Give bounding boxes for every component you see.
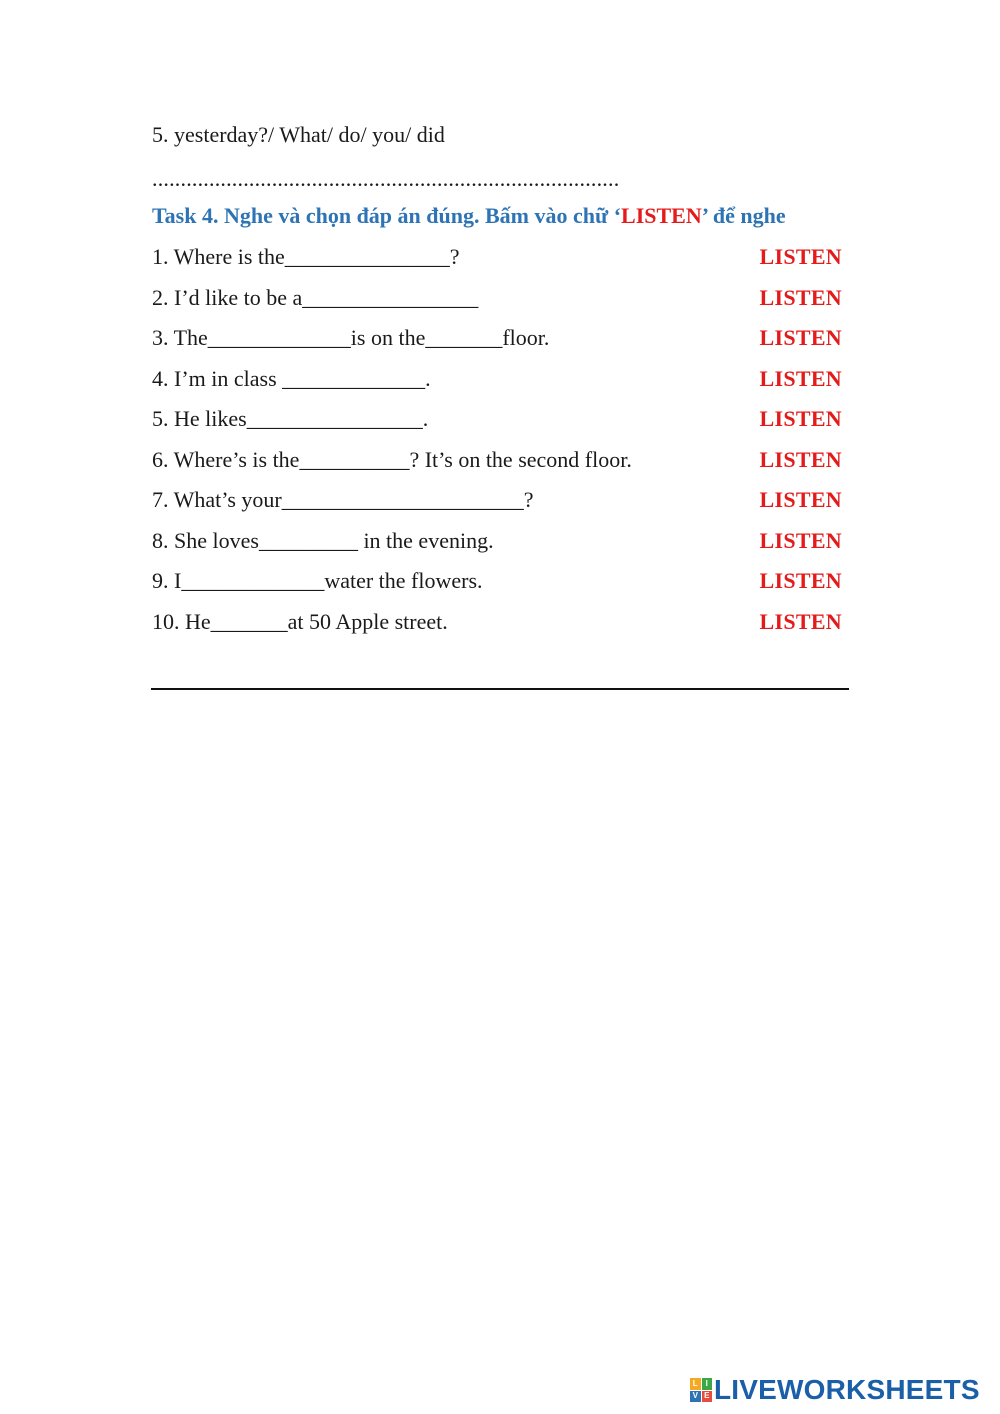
item-text: 8. She loves_________ in the evening. (152, 528, 494, 553)
task-title-part2: ’ để nghe (701, 203, 786, 228)
listen-button-7[interactable]: LISTEN (759, 487, 842, 512)
liveworksheets-logo (690, 1374, 980, 1406)
listen-button-6[interactable]: LISTEN (759, 447, 842, 472)
item-text: 1. Where is the_______________? (152, 244, 460, 269)
liveworksheets-logo-icon (690, 1378, 712, 1402)
listening-item-4 (152, 366, 842, 394)
task-title-listen-word: LISTEN (621, 203, 702, 228)
item-text: 4. I’m in class _____________. (152, 366, 431, 391)
item-text: 5. He likes________________. (152, 406, 429, 431)
listen-button-9[interactable]: LISTEN (759, 568, 842, 593)
listening-item-2 (152, 285, 842, 313)
listen-button-2[interactable]: LISTEN (759, 285, 842, 310)
listen-button-4[interactable]: LISTEN (759, 366, 842, 391)
logo-mark-letter: L (690, 1378, 701, 1390)
task-4-title (152, 203, 786, 229)
listening-item-10 (152, 609, 842, 637)
listening-item-3 (152, 325, 842, 353)
listening-item-5 (152, 406, 842, 434)
listen-button-3[interactable]: LISTEN (759, 325, 842, 350)
item-text: 10. He_______at 50 Apple street. (152, 609, 448, 634)
listening-item-9 (152, 568, 842, 596)
item-text: 6. Where’s is the__________? It’s on the second floor. (152, 447, 632, 472)
listening-item-1 (152, 244, 842, 272)
listening-item-6 (152, 447, 842, 475)
listen-button-10[interactable]: LISTEN (759, 609, 842, 634)
logo-mark-letter: V (690, 1391, 701, 1403)
item-text: 2. I’d like to be a________________ (152, 285, 479, 310)
item-text: 7. What’s your______________________? (152, 487, 534, 512)
answer-line: .................................................................................. (152, 166, 620, 191)
listen-button-8[interactable]: LISTEN (759, 528, 842, 553)
liveworksheets-logo-text: LIVEWORKSHEETS (714, 1374, 980, 1405)
listening-item-8 (152, 528, 842, 556)
listen-button-1[interactable]: LISTEN (759, 244, 842, 269)
item-text: 9. I_____________water the flowers. (152, 568, 483, 593)
task-title-part1: Task 4. Nghe và chọn đáp án đúng. Bấm vào chữ ‘ (152, 203, 622, 228)
listen-button-5[interactable]: LISTEN (759, 406, 842, 431)
logo-mark-letter: I (702, 1378, 713, 1390)
listening-item-7 (152, 487, 842, 515)
question-5-text: 5. yesterday?/ What/ do/ you/ did (152, 122, 445, 147)
logo-mark-letter: E (702, 1391, 713, 1403)
section-divider (151, 688, 849, 690)
item-text: 3. The_____________is on the_______floor. (152, 325, 550, 350)
